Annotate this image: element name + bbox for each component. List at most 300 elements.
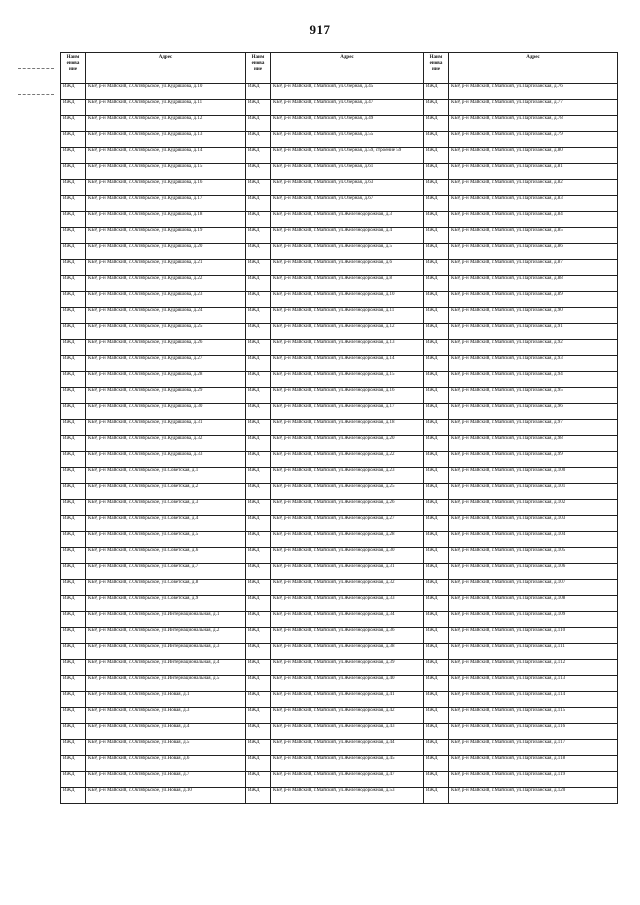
table-row [61,132,618,148]
address-cell: КБР, р-н Майский, г.Майский, ул.Партизанская, д.105 [449,548,618,564]
building-type-cell: ИЖД [424,676,449,692]
table-row [61,500,618,516]
kind-column-header: Наим енова ние [61,53,86,84]
scan-artifact-line [18,94,54,95]
address-cell: КБР, р-н Майский, г.Майский, ул.Партизанская, д.90 [449,308,618,324]
address-cell: КБР, р-н Майский, г.Майский, ул.Партизанская, д.80 [449,148,618,164]
address-cell: КБР, р-н Майский, г.Майский, ул.Железнодорожная, д.13 [271,340,424,356]
building-type-cell: ИЖД [424,500,449,516]
building-type-cell: ИЖД [424,340,449,356]
address-cell: КБР, р-н Майский, г.Майский, ул.Партизанская, д.91 [449,324,618,340]
building-type-cell: ИЖД [424,164,449,180]
table-row [61,516,618,532]
table-header-row [61,53,618,84]
building-type-cell: ИЖД [61,212,86,228]
table-row [61,628,618,644]
building-type-cell: ИЖД [424,612,449,628]
address-cell: КБР, р-н Майский, г.Майский, ул.Железнодорожная, д.23 [271,468,424,484]
building-type-cell: ИЖД [246,708,271,724]
building-type-cell: ИЖД [424,596,449,612]
table-row [61,772,618,788]
building-type-cell: ИЖД [246,740,271,756]
address-cell: КБР, р-н Майский, г.Майский, ул.Железнодорожная, д.26 [271,500,424,516]
address-cell: КБР, р-н Майский, г.Майский, ул.Партизанская, д.102 [449,500,618,516]
table-body [61,84,618,804]
building-type-cell: ИЖД [424,532,449,548]
address-cell: КБР, р-н Майский, с.Октябрьское, ул.Кудряшова, д.16 [86,180,246,196]
building-type-cell: ИЖД [424,356,449,372]
building-type-cell: ИЖД [424,260,449,276]
address-cell: КБР, р-н Майский, с.Октябрьское, ул.Кудряшова, д.30 [86,404,246,420]
building-type-cell: ИЖД [61,404,86,420]
address-cell: КБР, р-н Майский, г.Майский, ул.Партизанская, д.99 [449,452,618,468]
address-cell: КБР, р-н Майский, г.Майский, ул.Партизанская, д.116 [449,724,618,740]
address-cell: КБР, р-н Майский, с.Октябрьское, ул.Кудряшова, д.17 [86,196,246,212]
address-cell: КБР, р-н Майский, г.Майский, ул.Партизанская, д.108 [449,596,618,612]
address-cell: КБР, р-н Майский, г.Майский, ул.Железнодорожная, д.40 [271,676,424,692]
address-column-header: Адрес [86,53,246,84]
building-type-cell: ИЖД [61,676,86,692]
address-cell: КБР, р-н Майский, г.Майский, ул.Железнодорожная, д.22 [271,452,424,468]
building-type-cell: ИЖД [246,292,271,308]
building-type-cell: ИЖД [61,164,86,180]
address-cell: КБР, р-н Майский, г.Майский, ул.Партизанская, д.100 [449,468,618,484]
building-type-cell: ИЖД [246,612,271,628]
address-cell: КБР, р-н Майский, г.Майский, ул.Железнодорожная, д.38 [271,644,424,660]
address-cell: КБР, р-н Майский, г.Майский, ул.Партизанская, д.82 [449,180,618,196]
address-cell: КБР, р-н Майский, г.Майский, ул.Партизанская, д.96 [449,404,618,420]
address-cell: КБР, р-н Майский, с.Октябрьское, ул.Кудряшова, д.23 [86,292,246,308]
building-type-cell: ИЖД [424,468,449,484]
table-row [61,324,618,340]
address-cell: КБР, р-н Майский, с.Октябрьское, ул.Новая, д.4 [86,724,246,740]
building-type-cell: ИЖД [246,260,271,276]
address-cell: КБР, р-н Майский, с.Октябрьское, ул.Кудряшова, д.20 [86,244,246,260]
address-cell: КБР, р-н Майский, г.Майский, ул.Железнодорожная, д.32 [271,580,424,596]
building-type-cell: ИЖД [246,548,271,564]
building-type-cell: ИЖД [246,100,271,116]
building-type-cell: ИЖД [61,372,86,388]
building-type-cell: ИЖД [246,756,271,772]
building-type-cell: ИЖД [424,324,449,340]
building-type-cell: ИЖД [424,100,449,116]
address-cell: КБР, р-н Майский, г.Майский, ул.Партизанская, д.120 [449,788,618,804]
building-type-cell: ИЖД [424,116,449,132]
address-cell: КБР, р-н Майский, с.Октябрьское, ул.Новая, д.6 [86,756,246,772]
address-cell: КБР, р-н Майский, г.Майский, ул.Железнодорожная, д.30 [271,548,424,564]
building-type-cell: ИЖД [61,276,86,292]
building-type-cell: ИЖД [424,148,449,164]
address-cell: КБР, р-н Майский, г.Майский, ул.Партизанская, д.76 [449,84,618,100]
address-cell: КБР, р-н Майский, г.Майский, ул.Партизанская, д.94 [449,372,618,388]
address-cell: КБР, р-н Майский, г.Майский, ул.Озерная, д.59, строение 59 [271,148,424,164]
building-type-cell: ИЖД [424,580,449,596]
building-type-cell: ИЖД [61,660,86,676]
address-cell: КБР, р-н Майский, г.Майский, ул.Железнодорожная, д.33 [271,596,424,612]
table-row [61,84,618,100]
address-cell: КБР, р-н Майский, г.Майский, ул.Железнодорожная, д.42 [271,708,424,724]
building-type-cell: ИЖД [246,532,271,548]
building-type-cell: ИЖД [424,452,449,468]
address-cell: КБР, р-н Майский, г.Майский, ул.Железнодорожная, д.34 [271,612,424,628]
address-cell: КБР, р-н Майский, г.Майский, ул.Озерная, д.55 [271,132,424,148]
table-row [61,580,618,596]
building-type-cell: ИЖД [61,420,86,436]
address-cell: КБР, р-н Майский, г.Майский, ул.Партизанская, д.114 [449,692,618,708]
address-cell: КБР, р-н Майский, г.Майский, ул.Железнодорожная, д.41 [271,692,424,708]
building-type-cell: ИЖД [61,724,86,740]
address-cell: КБР, р-н Майский, г.Майский, ул.Партизанская, д.87 [449,260,618,276]
building-type-cell: ИЖД [61,564,86,580]
address-cell: КБР, р-н Майский, г.Майский, ул.Железнодорожная, д.5 [271,244,424,260]
address-cell: КБР, р-н Майский, г.Майский, ул.Партизанская, д.103 [449,516,618,532]
building-type-cell: ИЖД [246,644,271,660]
building-type-cell: ИЖД [424,628,449,644]
address-cell: КБР, р-н Майский, г.Майский, ул.Партизанская, д.84 [449,212,618,228]
address-cell: КБР, р-н Майский, г.Майский, ул.Партизанская, д.117 [449,740,618,756]
building-type-cell: ИЖД [246,228,271,244]
address-cell: КБР, р-н Майский, г.Майский, ул.Железнодорожная, д.25 [271,484,424,500]
building-type-cell: ИЖД [424,372,449,388]
building-type-cell: ИЖД [246,356,271,372]
building-type-cell: ИЖД [246,388,271,404]
building-type-cell: ИЖД [61,196,86,212]
address-cell: КБР, р-н Майский, г.Майский, ул.Железнодорожная, д.44 [271,740,424,756]
table-row [61,196,618,212]
building-type-cell: ИЖД [61,740,86,756]
building-type-cell: ИЖД [61,468,86,484]
building-type-cell: ИЖД [424,404,449,420]
address-cell: КБР, р-н Майский, г.Майский, ул.Партизанская, д.101 [449,484,618,500]
building-type-cell: ИЖД [61,532,86,548]
table-row [61,420,618,436]
address-column-header: Адрес [449,53,618,84]
building-type-cell: ИЖД [246,276,271,292]
building-type-cell: ИЖД [61,452,86,468]
address-cell: КБР, р-н Майский, с.Октябрьское, ул.Кудряшова, д.33 [86,452,246,468]
building-type-cell: ИЖД [246,196,271,212]
address-cell: КБР, р-н Майский, г.Майский, ул.Партизанская, д.104 [449,532,618,548]
address-cell: КБР, р-н Майский, г.Майский, ул.Озерная, д.49 [271,116,424,132]
address-cell: КБР, р-н Майский, г.Майский, ул.Железнодорожная, д.36 [271,628,424,644]
building-type-cell: ИЖД [424,436,449,452]
building-type-cell: ИЖД [424,772,449,788]
table-row [61,164,618,180]
address-cell: КБР, р-н Майский, с.Октябрьское, ул.Кудряшова, д.26 [86,340,246,356]
address-cell: КБР, р-н Майский, г.Майский, ул.Железнодорожная, д.14 [271,356,424,372]
table-row [61,740,618,756]
building-type-cell: ИЖД [246,308,271,324]
address-cell: КБР, р-н Майский, с.Октябрьское, ул.Новая, д.5 [86,740,246,756]
building-type-cell: ИЖД [61,436,86,452]
building-type-cell: ИЖД [246,84,271,100]
address-cell: КБР, р-н Майский, с.Октябрьское, ул.Интернациональная, д.3 [86,644,246,660]
address-cell: КБР, р-н Майский, с.Октябрьское, ул.Интернациональная, д.2 [86,628,246,644]
building-type-cell: ИЖД [246,244,271,260]
building-type-cell: ИЖД [424,84,449,100]
building-type-cell: ИЖД [246,372,271,388]
building-type-cell: ИЖД [246,148,271,164]
building-type-cell: ИЖД [246,628,271,644]
address-cell: КБР, р-н Майский, с.Октябрьское, ул.Кудряшова, д.15 [86,164,246,180]
building-type-cell: ИЖД [246,212,271,228]
building-type-cell: ИЖД [61,788,86,804]
building-type-cell: ИЖД [61,100,86,116]
address-cell: КБР, р-н Майский, г.Майский, ул.Партизанская, д.93 [449,356,618,372]
building-type-cell: ИЖД [61,580,86,596]
address-cell: КБР, р-н Майский, г.Майский, ул.Партизанская, д.109 [449,612,618,628]
building-type-cell: ИЖД [246,516,271,532]
building-type-cell: ИЖД [424,420,449,436]
building-type-cell: ИЖД [246,468,271,484]
building-type-cell: ИЖД [61,644,86,660]
building-type-cell: ИЖД [424,564,449,580]
address-cell: КБР, р-н Майский, г.Майский, ул.Партизанская, д.78 [449,116,618,132]
building-type-cell: ИЖД [246,340,271,356]
address-cell: КБР, р-н Майский, г.Майский, ул.Железнодорожная, д.15 [271,372,424,388]
address-column-header: Адрес [271,53,424,84]
address-cell: КБР, р-н Майский, г.Майский, ул.Железнодорожная, д.20 [271,436,424,452]
address-cell: КБР, р-н Майский, г.Майский, ул.Партизанская, д.107 [449,580,618,596]
address-cell: КБР, р-н Майский, г.Майский, ул.Железнодорожная, д.4 [271,228,424,244]
address-cell: КБР, р-н Майский, с.Октябрьское, ул.Кудряшова, д.29 [86,388,246,404]
building-type-cell: ИЖД [61,84,86,100]
address-cell: КБР, р-н Майский, г.Майский, ул.Железнодорожная, д.47 [271,772,424,788]
building-type-cell: ИЖД [424,292,449,308]
table-row [61,548,618,564]
table-row [61,228,618,244]
building-type-cell: ИЖД [246,420,271,436]
building-type-cell: ИЖД [246,452,271,468]
address-cell: КБР, р-н Майский, с.Октябрьское, ул.Советская, д.9 [86,596,246,612]
table-row [61,148,618,164]
address-cell: КБР, р-н Майский, г.Майский, ул.Партизанская, д.95 [449,388,618,404]
address-cell: КБР, р-н Майский, г.Майский, ул.Партизанская, д.111 [449,644,618,660]
table-row [61,756,618,772]
address-cell: КБР, р-н Майский, г.Майский, ул.Партизанская, д.98 [449,436,618,452]
address-cell: КБР, р-н Майский, г.Майский, ул.Партизанская, д.115 [449,708,618,724]
building-type-cell: ИЖД [246,132,271,148]
address-cell: КБР, р-н Майский, г.Майский, ул.Партизанская, д.112 [449,660,618,676]
building-type-cell: ИЖД [246,180,271,196]
building-type-cell: ИЖД [246,772,271,788]
table-row [61,468,618,484]
table-row [61,564,618,580]
table-row [61,372,618,388]
address-cell: КБР, р-н Майский, г.Майский, ул.Партизанская, д.86 [449,244,618,260]
address-cell: КБР, р-н Майский, с.Октябрьское, ул.Советская, д.5 [86,532,246,548]
address-cell: КБР, р-н Майский, с.Октябрьское, ул.Кудряшова, д.12 [86,116,246,132]
building-type-cell: ИЖД [246,164,271,180]
building-type-cell: ИЖД [61,628,86,644]
address-cell: КБР, р-н Майский, с.Октябрьское, ул.Кудряшова, д.14 [86,148,246,164]
address-cell: КБР, р-н Майский, г.Майский, ул.Партизанская, д.85 [449,228,618,244]
building-type-cell: ИЖД [424,724,449,740]
table-row [61,708,618,724]
address-cell: КБР, р-н Майский, г.Майский, ул.Озерная, д.67 [271,196,424,212]
building-type-cell: ИЖД [424,388,449,404]
building-type-cell: ИЖД [61,180,86,196]
building-type-cell: ИЖД [246,436,271,452]
address-cell: КБР, р-н Майский, г.Майский, ул.Железнодорожная, д.8 [271,276,424,292]
address-cell: КБР, р-н Майский, с.Октябрьское, ул.Новая, д.10 [86,788,246,804]
address-cell: КБР, р-н Майский, г.Майский, ул.Железнодорожная, д.10 [271,292,424,308]
building-type-cell: ИЖД [424,212,449,228]
building-type-cell: ИЖД [246,116,271,132]
address-cell: КБР, р-н Майский, г.Майский, ул.Партизанская, д.79 [449,132,618,148]
address-cell: КБР, р-н Майский, с.Октябрьское, ул.Кудряшова, д.11 [86,100,246,116]
address-cell: КБР, р-н Майский, с.Октябрьское, ул.Советская, д.4 [86,516,246,532]
address-cell: КБР, р-н Майский, с.Октябрьское, ул.Советская, д.3 [86,500,246,516]
building-type-cell: ИЖД [246,564,271,580]
address-cell: КБР, р-н Майский, г.Майский, ул.Партизанская, д.113 [449,676,618,692]
building-type-cell: ИЖД [246,788,271,804]
address-cell: КБР, р-н Майский, с.Октябрьское, ул.Советская, д.7 [86,564,246,580]
address-cell: КБР, р-н Майский, с.Октябрьское, ул.Советская, д.1 [86,468,246,484]
building-type-cell: ИЖД [61,548,86,564]
building-type-cell: ИЖД [424,308,449,324]
address-cell: КБР, р-н Майский, г.Майский, ул.Партизанская, д.110 [449,628,618,644]
building-type-cell: ИЖД [61,228,86,244]
address-cell: КБР, р-н Майский, с.Октябрьское, ул.Кудряшова, д.27 [86,356,246,372]
address-cell: КБР, р-н Майский, с.Октябрьское, ул.Советская, д.8 [86,580,246,596]
address-cell: КБР, р-н Майский, г.Майский, ул.Озерная, д.61 [271,164,424,180]
building-type-cell: ИЖД [61,292,86,308]
address-cell: КБР, р-н Майский, г.Майский, ул.Озерная, д.63 [271,180,424,196]
address-cell: КБР, р-н Майский, с.Октябрьское, ул.Советская, д.6 [86,548,246,564]
building-type-cell: ИЖД [424,196,449,212]
building-type-cell: ИЖД [424,276,449,292]
address-cell: КБР, р-н Майский, г.Майский, ул.Железнодорожная, д.31 [271,564,424,580]
building-type-cell: ИЖД [424,516,449,532]
page-number: 917 [309,22,331,37]
table-row [61,612,618,628]
address-cell: КБР, р-н Майский, г.Майский, ул.Партизанская, д.88 [449,276,618,292]
table-row [61,404,618,420]
building-type-cell: ИЖД [424,548,449,564]
address-cell: КБР, р-н Майский, с.Октябрьское, ул.Интернациональная, д.1 [86,612,246,628]
address-cell: КБР, р-н Майский, г.Майский, ул.Озерная, д.47 [271,100,424,116]
address-cell: КБР, р-н Майский, г.Майский, ул.Железнодорожная, д.39 [271,660,424,676]
building-type-cell: ИЖД [61,148,86,164]
building-type-cell: ИЖД [61,308,86,324]
table-row [61,724,618,740]
table-row [61,340,618,356]
building-type-cell: ИЖД [246,676,271,692]
building-type-cell: ИЖД [61,772,86,788]
table-row [61,116,618,132]
address-cell: КБР, р-н Майский, с.Октябрьское, ул.Кудряшова, д.22 [86,276,246,292]
building-type-cell: ИЖД [424,644,449,660]
address-cell: КБР, р-н Майский, с.Октябрьское, ул.Советская, д.2 [86,484,246,500]
table-row [61,244,618,260]
table-row [61,676,618,692]
address-cell: КБР, р-н Майский, г.Майский, ул.Железнодорожная, д.11 [271,308,424,324]
building-type-cell: ИЖД [61,324,86,340]
building-type-cell: ИЖД [246,660,271,676]
building-type-cell: ИЖД [424,756,449,772]
building-type-cell: ИЖД [61,500,86,516]
table-row [61,484,618,500]
building-type-cell: ИЖД [61,612,86,628]
address-cell: КБР, р-н Майский, с.Октябрьское, ул.Кудряшова, д.28 [86,372,246,388]
kind-column-header: Наим енова ние [246,53,271,84]
address-cell: КБР, р-н Майский, с.Октябрьское, ул.Новая, д.1 [86,692,246,708]
address-cell: КБР, р-н Майский, г.Майский, ул.Железнодорожная, д.16 [271,388,424,404]
building-type-cell: ИЖД [61,260,86,276]
address-cell: КБР, р-н Майский, с.Октябрьское, ул.Кудряшова, д.31 [86,420,246,436]
table-row [61,660,618,676]
building-type-cell: ИЖД [424,484,449,500]
address-cell: КБР, р-н Майский, г.Майский, ул.Партизанская, д.119 [449,772,618,788]
building-type-cell: ИЖД [61,356,86,372]
address-cell: КБР, р-н Майский, с.Октябрьское, ул.Кудряшова, д.24 [86,308,246,324]
table-row [61,532,618,548]
table-row [61,260,618,276]
address-cell: КБР, р-н Майский, г.Майский, ул.Железнодорожная, д.45 [271,756,424,772]
kind-column-header: Наим енова ние [424,53,449,84]
building-type-cell: ИЖД [61,484,86,500]
address-cell: КБР, р-н Майский, г.Майский, ул.Железнодорожная, д.53 [271,788,424,804]
address-cell: КБР, р-н Майский, г.Майский, ул.Партизанская, д.89 [449,292,618,308]
scan-artifact-line [18,68,54,69]
building-type-cell: ИЖД [246,324,271,340]
building-type-cell: ИЖД [246,404,271,420]
address-cell: КБР, р-н Майский, г.Майский, ул.Партизанская, д.97 [449,420,618,436]
building-type-cell: ИЖД [246,484,271,500]
address-cell: КБР, р-н Майский, с.Октябрьское, ул.Кудряшова, д.10 [86,84,246,100]
building-type-cell: ИЖД [424,180,449,196]
address-cell: КБР, р-н Майский, г.Майский, ул.Партизанская, д.83 [449,196,618,212]
table-row [61,180,618,196]
table-row [61,292,618,308]
table-row [61,692,618,708]
building-type-cell: ИЖД [424,228,449,244]
building-type-cell: ИЖД [246,580,271,596]
address-cell: КБР, р-н Майский, г.Майский, ул.Партизанская, д.106 [449,564,618,580]
address-cell: КБР, р-н Майский, с.Октябрьское, ул.Новая, д.7 [86,772,246,788]
address-cell: КБР, р-н Майский, с.Октябрьское, ул.Кудряшова, д.25 [86,324,246,340]
table-row [61,452,618,468]
address-cell: КБР, р-н Майский, г.Майский, ул.Партизанская, д.118 [449,756,618,772]
building-type-cell: ИЖД [61,756,86,772]
address-cell: КБР, р-н Майский, с.Октябрьское, ул.Новая, д.3 [86,708,246,724]
building-type-cell: ИЖД [424,660,449,676]
building-type-cell: ИЖД [61,340,86,356]
address-cell: КБР, р-н Майский, г.Майский, ул.Железнодорожная, д.43 [271,724,424,740]
address-cell: КБР, р-н Майский, с.Октябрьское, ул.Кудряшова, д.13 [86,132,246,148]
address-cell: КБР, р-н Майский, с.Октябрьское, ул.Интернациональная, д.5 [86,676,246,692]
address-cell: КБР, р-н Майский, г.Майский, ул.Партизанская, д.77 [449,100,618,116]
address-cell: КБР, р-н Майский, г.Майский, ул.Озерная, д.45 [271,84,424,100]
address-cell: КБР, р-н Майский, г.Майский, ул.Железнодорожная, д.18 [271,420,424,436]
address-cell: КБР, р-н Майский, г.Майский, ул.Железнодорожная, д.27 [271,516,424,532]
address-cell: КБР, р-н Майский, г.Майский, ул.Железнодорожная, д.3 [271,212,424,228]
building-type-cell: ИЖД [424,132,449,148]
building-type-cell: ИЖД [246,692,271,708]
table-row [61,788,618,804]
table-row [61,212,618,228]
table-row [61,596,618,612]
table-row [61,356,618,372]
address-cell: КБР, р-н Майский, г.Майский, ул.Партизанская, д.92 [449,340,618,356]
table-row [61,388,618,404]
address-cell: КБР, р-н Майский, с.Октябрьское, ул.Кудряшова, д.19 [86,228,246,244]
building-type-cell: ИЖД [61,132,86,148]
building-type-cell: ИЖД [424,740,449,756]
table-row [61,276,618,292]
building-type-cell: ИЖД [61,116,86,132]
